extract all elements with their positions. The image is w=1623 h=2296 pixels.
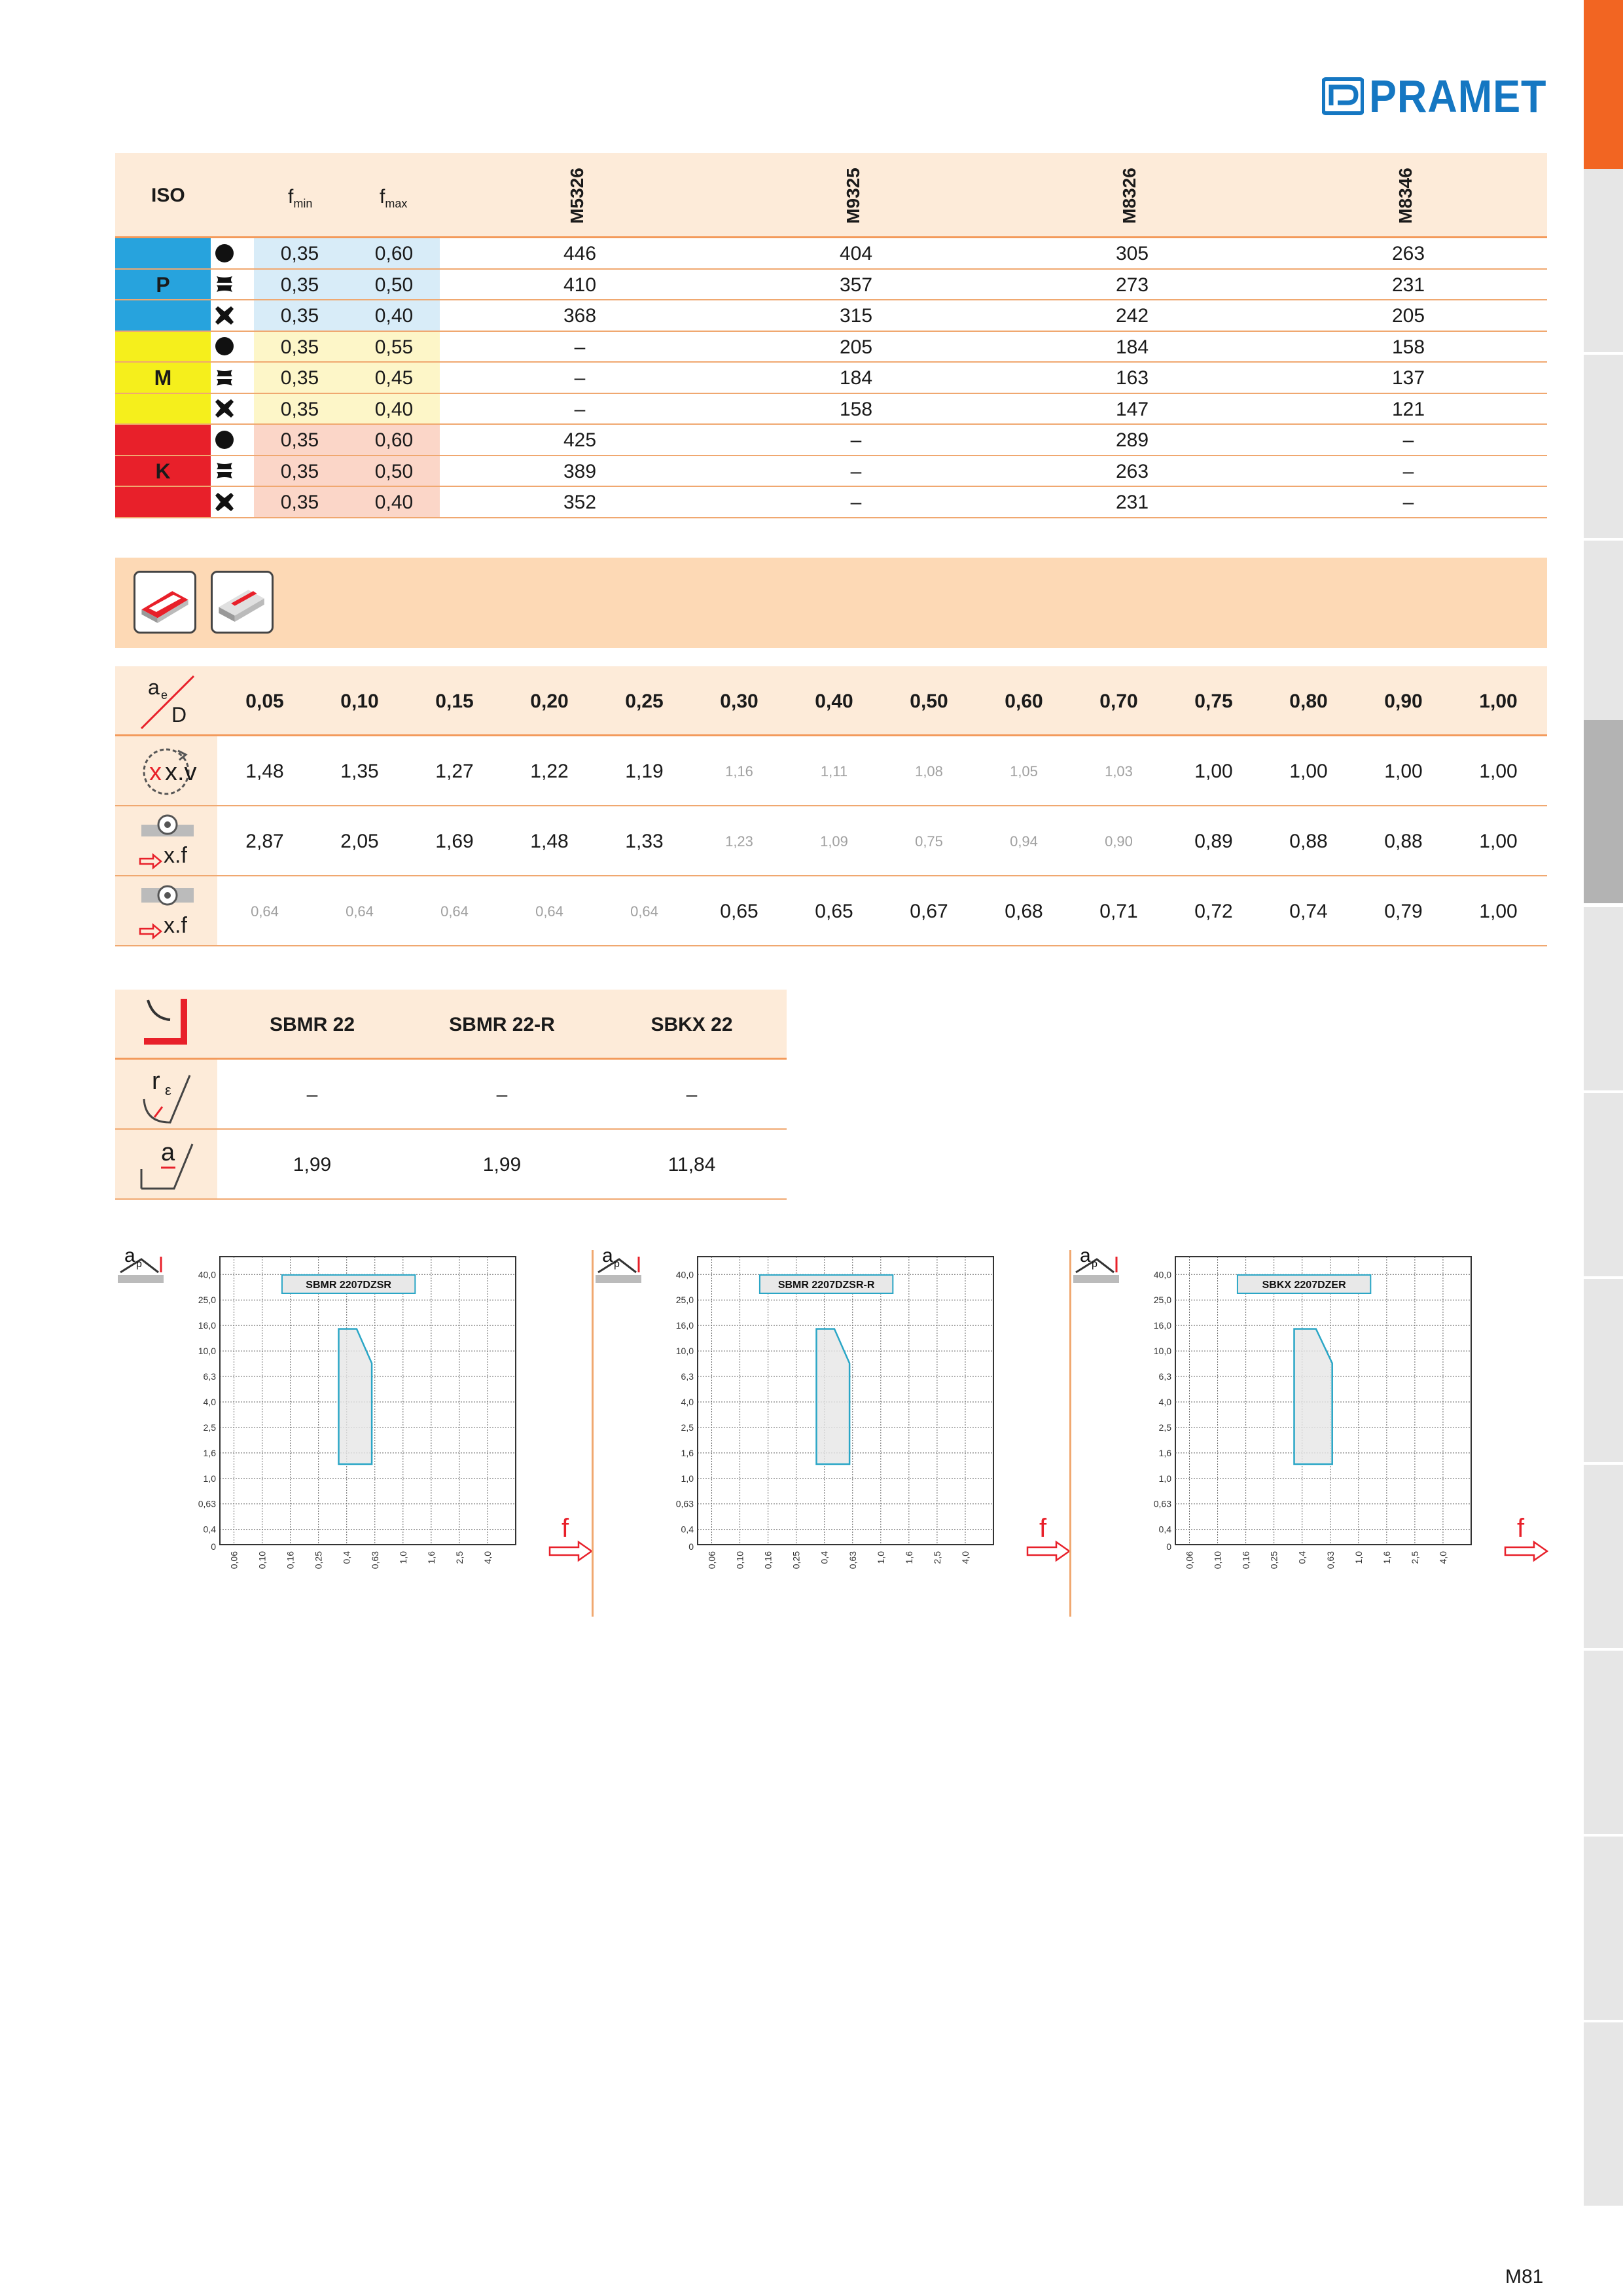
- face-milling-icon: [134, 571, 196, 634]
- y-tick-label: 1,6: [681, 1447, 694, 1458]
- f-arrow-icon: [1027, 1542, 1069, 1560]
- chart-title: SBMR 2207DZSR-R: [777, 1280, 875, 1291]
- fmax-value: 0,50: [374, 460, 414, 482]
- correction-value: 0,90: [1105, 833, 1133, 850]
- table-row: [115, 300, 1547, 332]
- x-tick-label: 4,0: [482, 1551, 493, 1564]
- f-arrow-icon: [550, 1542, 592, 1560]
- cutting-speed-value: 147: [1115, 398, 1149, 420]
- x-tick-label: 0,25: [313, 1551, 324, 1570]
- grade-header: M5326: [567, 168, 587, 224]
- x-tick-label: 0,4: [341, 1551, 352, 1564]
- section-tab-active: [1584, 0, 1623, 183]
- y-tick-label: 25,0: [675, 1295, 694, 1306]
- cutting-speed-value: 446: [563, 243, 597, 264]
- fmin-value: 0,35: [280, 336, 319, 358]
- correction-value: 1,27: [435, 761, 474, 782]
- cutting-speed-value: –: [1402, 492, 1414, 513]
- correction-value: 0,72: [1194, 901, 1233, 922]
- ratio-value: 1,00: [1479, 691, 1518, 712]
- correction-value: 1,00: [1384, 761, 1423, 782]
- cutting-speed-value: 121: [1391, 398, 1425, 420]
- y-tick-label: 25,0: [1153, 1295, 1171, 1306]
- y-tick-label: 10,0: [198, 1346, 216, 1357]
- chart-title: SBKX 2207DZER: [1262, 1280, 1346, 1291]
- y-tick-label: 1,0: [1158, 1473, 1171, 1484]
- chart-title: SBMR 2207DZSR: [306, 1280, 391, 1291]
- correction-value: 1,00: [1479, 901, 1518, 922]
- fmin-value: 0,35: [280, 398, 319, 420]
- x-tick-label: 0,16: [285, 1551, 296, 1570]
- x-tick-label: 1,0: [875, 1551, 886, 1564]
- ap-icon: [596, 1275, 641, 1283]
- correction-value: 1,48: [245, 761, 284, 782]
- y-tick-label: 1,6: [203, 1447, 216, 1458]
- x-tick-label: 1,6: [903, 1551, 914, 1564]
- fmax-value: 0,55: [374, 336, 414, 358]
- correction-value: 0,64: [251, 903, 279, 920]
- cutting-speed-value: 263: [1391, 243, 1425, 264]
- cutting-speed-value: 158: [1391, 336, 1425, 358]
- table-row: [115, 425, 1547, 456]
- section-tab: [1584, 169, 1623, 352]
- chipbreaker-header-row: [115, 990, 787, 1060]
- x-tick-label: 1,0: [1353, 1551, 1364, 1564]
- correction-factor-table: [115, 666, 1547, 946]
- pramet-logo: [1322, 71, 1567, 122]
- section-tab: [1584, 1093, 1623, 1276]
- interrupted-cut-icon: [211, 270, 238, 300]
- fmin-value: 0,35: [280, 305, 319, 327]
- ap-icon: [118, 1275, 164, 1283]
- ap-label: a: [124, 1245, 135, 1266]
- table-row: [115, 394, 1547, 425]
- chipbreaker-name: SBKX 22: [651, 1014, 733, 1035]
- correction-value: 1,05: [1010, 763, 1038, 780]
- correction-value: 0,65: [720, 901, 758, 922]
- speed-factor-row: [115, 736, 1547, 806]
- logo-mark-icon: [1322, 77, 1364, 116]
- correction-value: 0,89: [1194, 831, 1233, 852]
- correction-value: 1,23: [725, 833, 753, 850]
- f-label: f: [562, 1514, 569, 1543]
- x-tick-label: 2,5: [1409, 1551, 1420, 1564]
- y-tick-label: 0,63: [198, 1498, 216, 1509]
- correction-value: 0,79: [1384, 901, 1423, 922]
- corner-radius-value: –: [306, 1084, 318, 1105]
- cutting-speed-value: 163: [1115, 367, 1149, 389]
- correction-value: 1,35: [340, 761, 379, 782]
- ap-label-sub: p: [136, 1259, 142, 1270]
- correction-value: 1,00: [1289, 761, 1328, 782]
- chipbreaker-table: [115, 990, 787, 1200]
- ratio-value: 0,30: [720, 691, 758, 712]
- fmax-value: 0,60: [374, 429, 414, 451]
- fmax-value: 0,60: [374, 243, 414, 264]
- logo-text: PRAMET: [1369, 71, 1547, 122]
- grade-header: M8346: [1395, 168, 1416, 224]
- x-tick-label: 2,5: [931, 1551, 942, 1564]
- correction-value: 1,33: [625, 831, 664, 852]
- table-header: [115, 153, 1547, 238]
- correction-value: 2,87: [245, 831, 284, 852]
- chipbreaker-name: SBMR 22-R: [449, 1014, 555, 1035]
- cutting-speed-value: 273: [1115, 274, 1149, 296]
- ae-d-label: a e D: [115, 666, 217, 734]
- x-tick-label: 2,5: [454, 1551, 465, 1564]
- correction-value: 1,00: [1479, 831, 1518, 852]
- application-range-chart: [1071, 1244, 1555, 1623]
- table-row: [115, 332, 1547, 363]
- y-tick-label: 25,0: [198, 1295, 216, 1306]
- cutting-speed-value: 368: [563, 305, 597, 327]
- dimension-a-value: 1,99: [482, 1154, 522, 1175]
- dimension-a-value: 11,84: [668, 1154, 716, 1175]
- ap-label: a: [1080, 1245, 1091, 1266]
- y-tick-label: 6,3: [1158, 1371, 1171, 1382]
- cutting-speed-value: 231: [1115, 492, 1149, 513]
- cutting-speed-value: 315: [839, 305, 873, 327]
- y-tick-label: 16,0: [1153, 1320, 1171, 1331]
- y-tick-label: 10,0: [675, 1346, 694, 1357]
- cutting-speed-table: [115, 153, 1547, 518]
- ratio-value: 0,15: [435, 691, 474, 712]
- section-tab: [1584, 2022, 1623, 2206]
- iso-group-m: M: [115, 332, 211, 425]
- x-tick-label: 0,25: [791, 1551, 802, 1570]
- solid-circle-icon: [211, 425, 238, 455]
- cutting-speed-value: –: [1402, 429, 1414, 451]
- cutting-speed-value: –: [850, 492, 862, 513]
- cutting-speed-value: 242: [1115, 305, 1149, 327]
- section-tab: [1584, 1279, 1623, 1462]
- section-tab: [1584, 541, 1623, 724]
- ratio-value: 0,80: [1289, 691, 1328, 712]
- y-tick-label: 40,0: [198, 1269, 216, 1280]
- ap-label-sub: p: [1092, 1259, 1097, 1270]
- table-body: [115, 238, 1547, 518]
- x-tick-label: 4,0: [1437, 1551, 1448, 1564]
- grade-header: M9325: [843, 168, 863, 224]
- application-range-chart: [115, 1244, 599, 1623]
- fmin-value: 0,35: [280, 243, 319, 264]
- cutting-speed-value: 357: [839, 274, 873, 296]
- fmax-value: 0,50: [374, 274, 414, 296]
- cutting-speed-value: 184: [1115, 336, 1149, 358]
- x-tick-label: 0,10: [257, 1551, 268, 1570]
- correction-value: 0,67: [910, 901, 948, 922]
- shoulder-milling-icon: [211, 571, 274, 634]
- correction-value: 1,19: [625, 761, 664, 782]
- grade-header: M8326: [1119, 168, 1139, 224]
- y-tick-label: 0,63: [1153, 1498, 1171, 1509]
- y-tick-label: 0,4: [203, 1524, 216, 1535]
- dimension-a-value: 1,99: [293, 1154, 332, 1175]
- x-tick-label: 0,10: [734, 1551, 745, 1570]
- fmax-value: 0,40: [374, 492, 414, 513]
- fmax-value: 0,45: [374, 367, 414, 389]
- chart-svg: [115, 1244, 599, 1623]
- y-tick-label: 10,0: [1153, 1346, 1171, 1357]
- heavy-interrupted-cut-icon: [211, 394, 238, 424]
- x-tick-label: 0,63: [1325, 1551, 1336, 1570]
- correction-value: 0,64: [440, 903, 469, 920]
- iso-group-p: P: [115, 238, 211, 332]
- cutting-speed-value: –: [850, 460, 862, 482]
- application-range-chart: [593, 1244, 1077, 1623]
- cutting-speed-value: 410: [563, 274, 597, 296]
- cutting-speed-value: 352: [563, 492, 597, 513]
- y-tick-label: 40,0: [1153, 1269, 1171, 1280]
- cutting-speed-value: 184: [839, 367, 873, 389]
- correction-value: 1,08: [915, 763, 943, 780]
- section-tab: [1584, 1465, 1623, 1648]
- ratio-value: 0,10: [340, 691, 379, 712]
- correction-value: 0,74: [1289, 901, 1328, 922]
- y-tick-label: 0,4: [681, 1524, 694, 1535]
- correction-value: 0,88: [1384, 831, 1423, 852]
- x-tick-label: 0,06: [1184, 1551, 1195, 1570]
- correction-value: 0,75: [915, 833, 943, 850]
- chart-svg: [593, 1244, 1077, 1623]
- section-tab: [1584, 1837, 1623, 2020]
- iso-header: ISO: [151, 185, 185, 206]
- cutting-speed-value: 389: [563, 460, 597, 482]
- x-tick-label: 0,16: [1240, 1551, 1251, 1570]
- cutting-speed-value: –: [850, 429, 862, 451]
- feed-factor-row: [115, 806, 1547, 876]
- cutting-speed-value: –: [574, 367, 586, 389]
- ratio-value: 0,40: [815, 691, 853, 712]
- cutting-speed-value: –: [574, 398, 586, 420]
- f-label: f: [1039, 1514, 1047, 1543]
- cutting-speed-value: 289: [1115, 429, 1149, 451]
- cutting-speed-value: 205: [839, 336, 873, 358]
- f-label: f: [1517, 1514, 1525, 1543]
- corner-radius-row: [115, 1060, 787, 1130]
- interrupted-cut-icon: [211, 456, 238, 486]
- page-number: M81: [1505, 2266, 1544, 2287]
- correction-value: 1,09: [820, 833, 848, 850]
- ratio-header-row: [115, 666, 1547, 736]
- cutting-speed-value: 263: [1115, 460, 1149, 482]
- corner-radius-value: –: [686, 1084, 698, 1105]
- cutting-speed-value: 158: [839, 398, 873, 420]
- y-zero-label: 0: [688, 1541, 694, 1552]
- feed-factor-icon: x.f: [115, 806, 217, 875]
- interrupted-cut-icon: [211, 363, 238, 393]
- corner-radius-icon: r ε: [115, 1060, 217, 1128]
- iso-group-k: K: [115, 425, 211, 518]
- fmax-value: 0,40: [374, 305, 414, 327]
- section-tabs: [1584, 0, 1623, 2225]
- y-zero-label: 0: [1166, 1541, 1171, 1552]
- fmin-value: 0,35: [280, 460, 319, 482]
- dimension-a-row: [115, 1130, 787, 1200]
- heavy-interrupted-cut-icon: [211, 300, 238, 331]
- y-zero-label: 0: [211, 1541, 216, 1552]
- section-tab: [1584, 720, 1623, 903]
- correction-value: 1,03: [1105, 763, 1133, 780]
- ratio-value: 0,20: [530, 691, 569, 712]
- x-tick-label: 1,6: [1381, 1551, 1392, 1564]
- y-tick-label: 4,0: [681, 1396, 694, 1407]
- correction-value: 0,65: [815, 901, 853, 922]
- section-tab: [1584, 907, 1623, 1090]
- y-tick-label: 2,5: [1158, 1422, 1171, 1433]
- fmax-value: 0,40: [374, 398, 414, 420]
- x-tick-label: 0,10: [1212, 1551, 1223, 1570]
- y-tick-label: 1,0: [203, 1473, 216, 1484]
- correction-value: 0,68: [1005, 901, 1043, 922]
- x-tick-label: 0,4: [819, 1551, 830, 1564]
- heavy-interrupted-cut-icon: [211, 487, 238, 517]
- y-tick-label: 6,3: [203, 1371, 216, 1382]
- cutting-speed-value: –: [1402, 460, 1414, 482]
- correction-value: 1,11: [820, 763, 848, 780]
- table-row: [115, 363, 1547, 394]
- y-tick-label: 16,0: [198, 1320, 216, 1331]
- x-tick-label: 1,6: [425, 1551, 437, 1564]
- correction-value: 1,00: [1194, 761, 1233, 782]
- y-tick-label: 4,0: [1158, 1396, 1171, 1407]
- ap-label: a: [602, 1245, 613, 1266]
- x-tick-label: 0,25: [1268, 1551, 1279, 1570]
- cutting-speed-value: 425: [563, 429, 597, 451]
- fmin-value: 0,35: [280, 274, 319, 296]
- speed-factor-icon: x x.v: [115, 736, 217, 805]
- x-tick-label: 0,63: [847, 1551, 858, 1570]
- chart-svg: [1071, 1244, 1555, 1623]
- operation-banner: [115, 558, 1547, 648]
- x-tick-label: 0,06: [228, 1551, 240, 1570]
- feed-factor-row: [115, 876, 1547, 946]
- cutting-speed-value: –: [574, 336, 586, 358]
- chipbreaker-icon: [115, 990, 217, 1058]
- correction-value: 1,22: [530, 761, 569, 782]
- ratio-value: 0,70: [1099, 691, 1138, 712]
- ratio-value: 0,60: [1005, 691, 1043, 712]
- correction-value: 1,16: [725, 763, 753, 780]
- ratio-value: 0,75: [1194, 691, 1233, 712]
- solid-circle-icon: [211, 332, 238, 362]
- y-tick-label: 0,63: [675, 1498, 694, 1509]
- y-tick-label: 2,5: [681, 1422, 694, 1433]
- ratio-value: 0,25: [625, 691, 664, 712]
- correction-value: 0,64: [630, 903, 658, 920]
- correction-value: 1,00: [1479, 761, 1518, 782]
- feed-factor-centered-icon: x.f: [115, 876, 217, 945]
- x-tick-label: 0,06: [706, 1551, 717, 1570]
- y-tick-label: 2,5: [203, 1422, 216, 1433]
- ap-icon: [1073, 1275, 1119, 1283]
- fmin-value: 0,35: [280, 429, 319, 451]
- cutting-speed-value: 305: [1115, 243, 1149, 264]
- solid-circle-icon: [211, 238, 238, 268]
- table-row: [115, 270, 1547, 301]
- dimension-a-icon: a: [115, 1130, 217, 1198]
- section-tab: [1584, 1651, 1623, 1834]
- x-tick-label: 0,63: [369, 1551, 380, 1570]
- cutting-speed-value: 231: [1391, 274, 1425, 296]
- ratio-value: 0,05: [245, 691, 284, 712]
- y-tick-label: 1,6: [1158, 1447, 1171, 1458]
- correction-value: 1,69: [435, 831, 474, 852]
- x-tick-label: 4,0: [959, 1551, 971, 1564]
- f-arrow-icon: [1505, 1542, 1547, 1560]
- y-tick-label: 1,0: [681, 1473, 694, 1484]
- cutting-speed-value: 137: [1391, 367, 1425, 389]
- chipbreaker-name: SBMR 22: [269, 1014, 355, 1035]
- y-tick-label: 40,0: [675, 1269, 694, 1280]
- correction-value: 0,64: [535, 903, 563, 920]
- x-tick-label: 0,4: [1296, 1551, 1308, 1564]
- cutting-speed-value: 205: [1391, 305, 1425, 327]
- correction-value: 0,88: [1289, 831, 1328, 852]
- correction-value: 0,94: [1010, 833, 1038, 850]
- correction-value: 1,48: [530, 831, 569, 852]
- table-row: [115, 487, 1547, 518]
- table-row: [115, 456, 1547, 488]
- ratio-value: 0,50: [910, 691, 948, 712]
- table-row: [115, 238, 1547, 270]
- y-tick-label: 16,0: [675, 1320, 694, 1331]
- fmin-header: $f_{min}$: [288, 186, 313, 210]
- ratio-value: 0,90: [1384, 691, 1423, 712]
- x-tick-label: 1,0: [397, 1551, 408, 1564]
- correction-value: 2,05: [340, 831, 379, 852]
- y-tick-label: 0,4: [1158, 1524, 1171, 1535]
- section-tab: [1584, 355, 1623, 538]
- ap-label-sub: p: [614, 1259, 620, 1270]
- y-tick-label: 6,3: [681, 1371, 694, 1382]
- corner-radius-value: –: [496, 1084, 508, 1105]
- correction-value: 0,71: [1099, 901, 1138, 922]
- correction-value: 0,64: [346, 903, 374, 920]
- fmax-header: $f_{max}$: [380, 186, 408, 210]
- y-tick-label: 4,0: [203, 1396, 216, 1407]
- fmin-value: 0,35: [280, 492, 319, 513]
- cutting-speed-value: 404: [839, 243, 873, 264]
- fmin-value: 0,35: [280, 367, 319, 389]
- x-tick-label: 0,16: [762, 1551, 774, 1570]
